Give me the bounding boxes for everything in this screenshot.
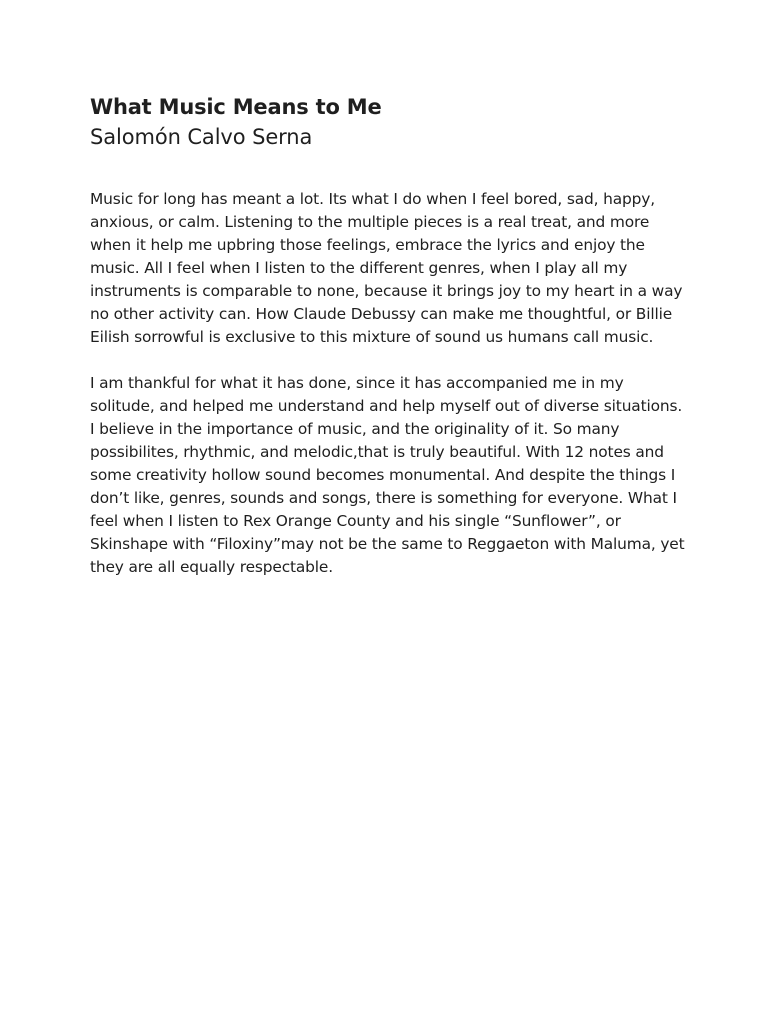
paragraph-1: Music for long has meant a lot. Its what I do when I feel bored, sad, happy, anxious, or calm. Listening to the multiple pieces is a real treat, and more when it help me upbring those feelings, embrace the lyrics and enjoy the music. All I feel when I listen to the different genres, when I play all my instruments is comparable to none, because it brings joy to my heart in a way no other activity can. How Claude Debussy can make me thoughtful, or Billie Eilish sorrowful is exclusive to this mixture of sound us humans call music. [90, 190, 683, 346]
document-author: Salomón Calvo Serna [90, 125, 313, 149]
document-body [90, 188, 690, 579]
paragraph-2: I am thankful for what it has done, since it has accompanied me in my solitude, and helped me understand and help myself out of diverse situations. I believe in the importance of music, and the originality of it. So many possibilites, rhythmic, and melodic,that is truly beautiful. With 12 notes and some creativity hollow sound becomes monumental. And despite the things I don’t like, genres, sounds and songs, there is something for everyone. What I feel when I listen to Rex Orange County and his single “Sunflower”, or Skinshape with “Filoxiny”may not be the same to Reggaeton with Maluma, yet they are all equally respectable. [90, 374, 685, 576]
document-title: What Music Means to Me [90, 95, 382, 119]
document-page [90, 92, 690, 602]
